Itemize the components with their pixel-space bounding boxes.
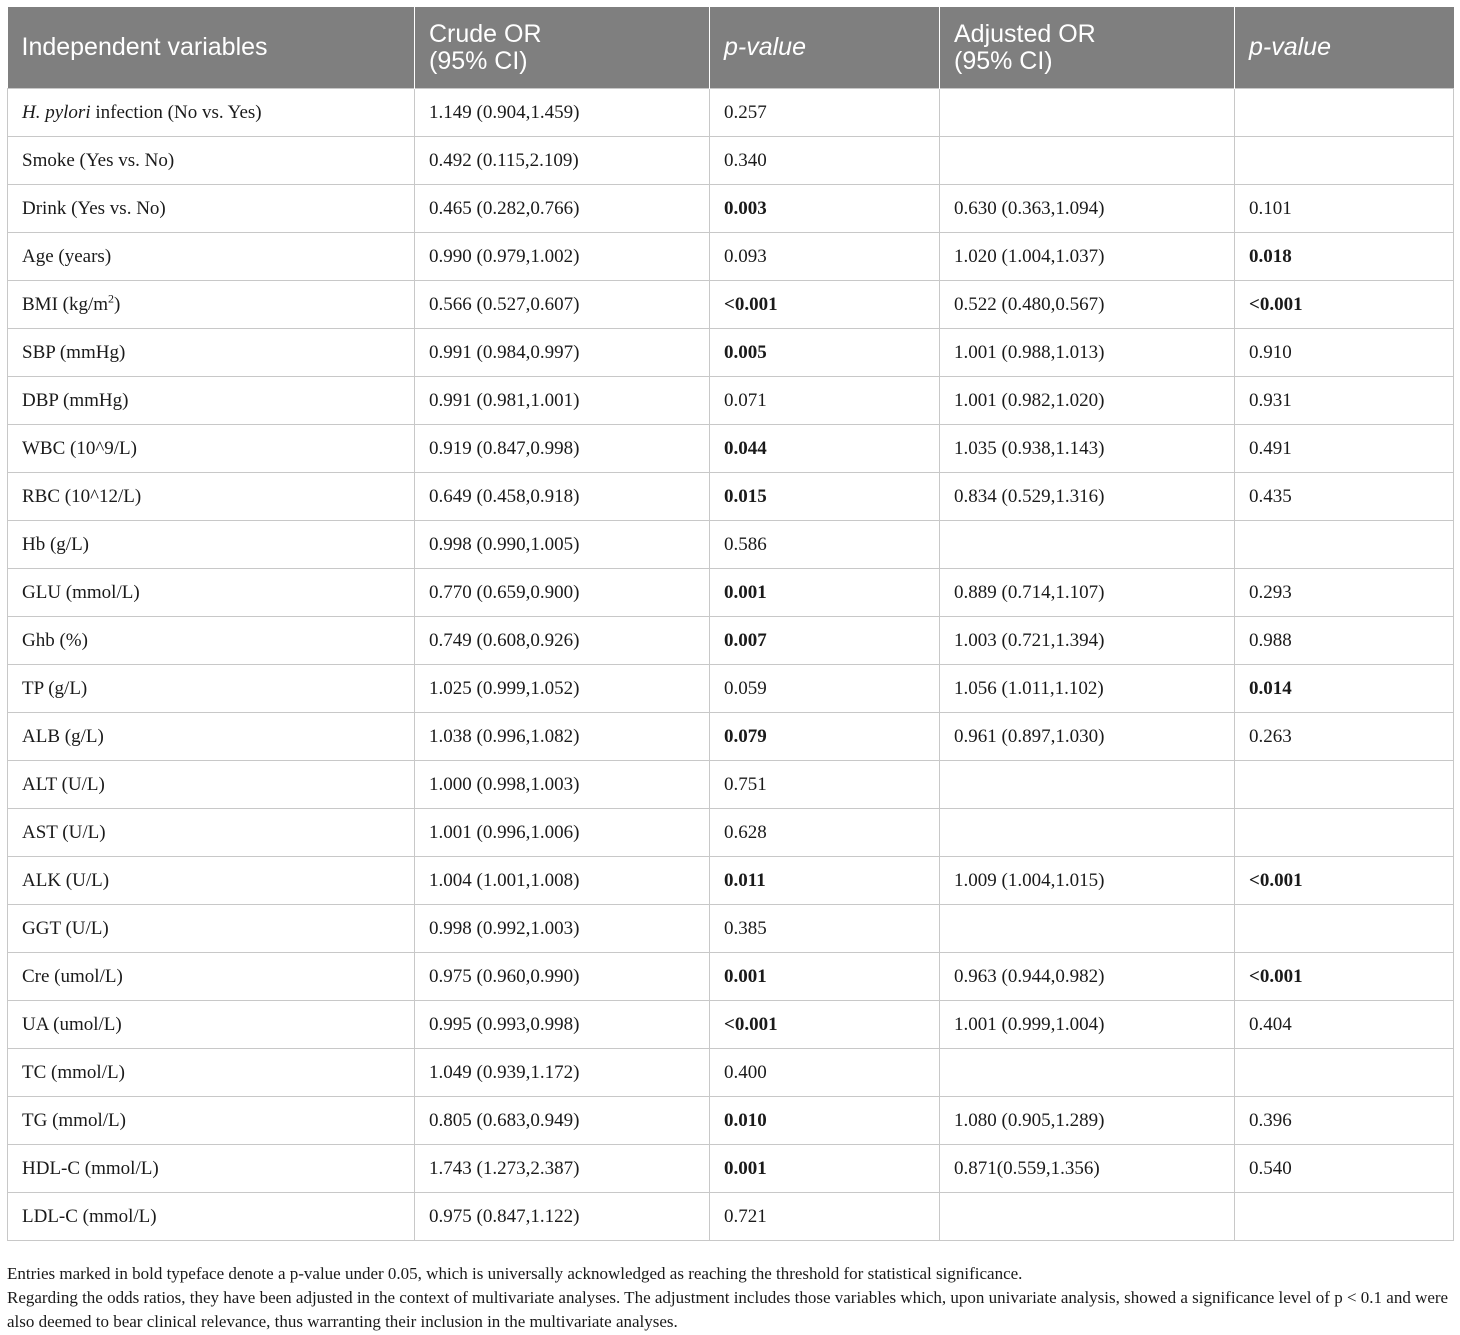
- table-body: [8, 89, 1454, 1241]
- cell-variable: [8, 761, 415, 809]
- cell-adjusted-p-value: 0.263: [1235, 713, 1454, 761]
- cell-variable: [8, 1193, 415, 1241]
- cell-adjusted-p-value: 0.396: [1235, 1097, 1454, 1145]
- cell-crude-p-value: 0.721: [710, 1193, 940, 1241]
- cell-crude-p-value: <0.001: [710, 281, 940, 329]
- odds-ratio-table: [7, 7, 1454, 1241]
- table-row: [8, 281, 1454, 329]
- cell-crude-or: 1.000 (0.998,1.003): [415, 761, 710, 809]
- variable-text: Hb (g/L): [22, 533, 90, 555]
- cell-crude-or: 0.990 (0.979,1.002): [415, 233, 710, 281]
- cell-crude-or: 1.004 (1.001,1.008): [415, 857, 710, 905]
- table-row: [8, 1193, 1454, 1241]
- cell-crude-or: 1.149 (0.904,1.459): [415, 89, 710, 137]
- footnote-significance: Entries marked in bold typeface denote a p-value under 0.05, which is universally acknowledged as reaching the threshold for statistical significance.: [7, 1264, 1023, 1283]
- header-adjusted-or: [940, 7, 1235, 89]
- cell-crude-or: 1.025 (0.999,1.052): [415, 665, 710, 713]
- variable-text: SBP (mmHg): [22, 341, 126, 363]
- cell-adjusted-or: 0.871(0.559,1.356): [940, 1145, 1235, 1193]
- cell-variable: [8, 905, 415, 953]
- cell-crude-or: 1.049 (0.939,1.172): [415, 1049, 710, 1097]
- variable-text: TG (mmol/L): [22, 1109, 126, 1131]
- cell-variable: [8, 857, 415, 905]
- cell-adjusted-or: 1.003 (0.721,1.394): [940, 617, 1235, 665]
- cell-adjusted-p-value: 0.931: [1235, 377, 1454, 425]
- variable-italic-text: H. pylori: [22, 101, 91, 123]
- cell-adjusted-p-value: [1235, 89, 1454, 137]
- cell-adjusted-p-value: 0.435: [1235, 473, 1454, 521]
- table-row: [8, 425, 1454, 473]
- cell-adjusted-p-value: <0.001: [1235, 953, 1454, 1001]
- table-row: [8, 569, 1454, 617]
- cell-variable: [8, 1001, 415, 1049]
- cell-adjusted-p-value: 0.491: [1235, 425, 1454, 473]
- cell-crude-p-value: 0.044: [710, 425, 940, 473]
- cell-variable: [8, 1145, 415, 1193]
- cell-adjusted-or: [940, 1049, 1235, 1097]
- cell-crude-or: 0.649 (0.458,0.918): [415, 473, 710, 521]
- table-row: [8, 713, 1454, 761]
- cell-adjusted-or: 1.056 (1.011,1.102): [940, 665, 1235, 713]
- variable-text: DBP (mmHg): [22, 389, 129, 411]
- cell-crude-p-value: 0.093: [710, 233, 940, 281]
- cell-crude-or: 0.566 (0.527,0.607): [415, 281, 710, 329]
- cell-variable: [8, 233, 415, 281]
- cell-adjusted-or: 1.035 (0.938,1.143): [940, 425, 1235, 473]
- cell-variable: [8, 185, 415, 233]
- variable-text: Age (years): [22, 245, 112, 267]
- cell-variable: [8, 329, 415, 377]
- cell-crude-or: 0.991 (0.984,0.997): [415, 329, 710, 377]
- cell-crude-or: 1.743 (1.273,2.387): [415, 1145, 710, 1193]
- variable-text: GGT (U/L): [22, 917, 109, 939]
- variable-text: TC (mmol/L): [22, 1061, 125, 1083]
- cell-crude-p-value: 0.340: [710, 137, 940, 185]
- cell-adjusted-p-value: 0.293: [1235, 569, 1454, 617]
- variable-text: ALB (g/L): [22, 725, 104, 747]
- cell-crude-or: 0.919 (0.847,0.998): [415, 425, 710, 473]
- table-row: [8, 473, 1454, 521]
- cell-adjusted-p-value: <0.001: [1235, 857, 1454, 905]
- cell-variable: [8, 1097, 415, 1145]
- variable-suffix: ): [114, 293, 121, 315]
- variable-text: Ghb (%): [22, 629, 88, 651]
- cell-crude-or: 0.995 (0.993,0.998): [415, 1001, 710, 1049]
- cell-adjusted-p-value: 0.101: [1235, 185, 1454, 233]
- variable-text: AST (U/L): [22, 821, 106, 843]
- header-label: p-value: [1249, 33, 1331, 61]
- cell-variable: [8, 377, 415, 425]
- cell-crude-or: 0.998 (0.990,1.005): [415, 521, 710, 569]
- cell-variable: [8, 809, 415, 857]
- cell-adjusted-p-value: 0.014: [1235, 665, 1454, 713]
- cell-crude-p-value: 0.751: [710, 761, 940, 809]
- table-row: [8, 89, 1454, 137]
- variable-superscript: 2: [108, 291, 115, 306]
- cell-adjusted-p-value: 0.910: [1235, 329, 1454, 377]
- cell-crude-p-value: 0.059: [710, 665, 940, 713]
- table-footnotes: [7, 1262, 1455, 1334]
- cell-adjusted-or: [940, 809, 1235, 857]
- cell-variable: [8, 473, 415, 521]
- cell-crude-p-value: 0.005: [710, 329, 940, 377]
- cell-crude-p-value: 0.003: [710, 185, 940, 233]
- table-row: [8, 857, 1454, 905]
- cell-adjusted-or: [940, 137, 1235, 185]
- table-row: [8, 809, 1454, 857]
- cell-adjusted-p-value: 0.540: [1235, 1145, 1454, 1193]
- table-row: [8, 665, 1454, 713]
- cell-variable: [8, 617, 415, 665]
- cell-crude-p-value: 0.079: [710, 713, 940, 761]
- table-row: [8, 1097, 1454, 1145]
- cell-crude-p-value: 0.385: [710, 905, 940, 953]
- cell-crude-or: 0.998 (0.992,1.003): [415, 905, 710, 953]
- variable-text: infection (No vs. Yes): [90, 101, 262, 123]
- cell-variable: [8, 665, 415, 713]
- cell-crude-p-value: 0.071: [710, 377, 940, 425]
- cell-adjusted-or: [940, 1193, 1235, 1241]
- table-row: [8, 521, 1454, 569]
- cell-adjusted-or: 1.009 (1.004,1.015): [940, 857, 1235, 905]
- variable-text: Drink (Yes vs. No): [22, 197, 166, 219]
- cell-crude-p-value: 0.010: [710, 1097, 940, 1145]
- cell-adjusted-or: 1.080 (0.905,1.289): [940, 1097, 1235, 1145]
- cell-crude-p-value: 0.586: [710, 521, 940, 569]
- cell-adjusted-or: 0.961 (0.897,1.030): [940, 713, 1235, 761]
- cell-crude-p-value: 0.001: [710, 953, 940, 1001]
- table-row: [8, 137, 1454, 185]
- table-row: [8, 233, 1454, 281]
- header-label: Adjusted OR (95% CI): [954, 19, 1096, 75]
- variable-text: Smoke (Yes vs. No): [22, 149, 175, 171]
- cell-crude-p-value: 0.257: [710, 89, 940, 137]
- cell-crude-p-value: 0.628: [710, 809, 940, 857]
- header-row: [8, 7, 1454, 89]
- cell-adjusted-p-value: [1235, 1193, 1454, 1241]
- cell-adjusted-or: [940, 89, 1235, 137]
- cell-variable: [8, 953, 415, 1001]
- cell-crude-or: 0.975 (0.960,0.990): [415, 953, 710, 1001]
- header-crude-or: [415, 7, 710, 89]
- variable-text: WBC (10^9/L): [22, 437, 137, 459]
- cell-crude-or: 1.001 (0.996,1.006): [415, 809, 710, 857]
- table-row: [8, 185, 1454, 233]
- cell-adjusted-or: 0.889 (0.714,1.107): [940, 569, 1235, 617]
- cell-adjusted-p-value: <0.001: [1235, 281, 1454, 329]
- cell-adjusted-p-value: [1235, 809, 1454, 857]
- variable-text: RBC (10^12/L): [22, 485, 142, 507]
- cell-adjusted-p-value: [1235, 1049, 1454, 1097]
- cell-crude-p-value: 0.001: [710, 569, 940, 617]
- cell-variable: [8, 521, 415, 569]
- cell-crude-or: 0.770 (0.659,0.900): [415, 569, 710, 617]
- cell-adjusted-or: 1.001 (0.988,1.013): [940, 329, 1235, 377]
- cell-crude-or: 0.991 (0.981,1.001): [415, 377, 710, 425]
- header-crude-p-value: [710, 7, 940, 89]
- variable-text: HDL-C (mmol/L): [22, 1157, 159, 1179]
- table-row: [8, 1145, 1454, 1193]
- table-row: [8, 953, 1454, 1001]
- cell-crude-or: 0.975 (0.847,1.122): [415, 1193, 710, 1241]
- table-row: [8, 761, 1454, 809]
- cell-variable: [8, 1049, 415, 1097]
- variable-text: Cre (umol/L): [22, 965, 123, 987]
- variable-text: BMI (kg/m: [22, 293, 109, 315]
- cell-adjusted-or: 1.001 (0.999,1.004): [940, 1001, 1235, 1049]
- variable-text: ALK (U/L): [22, 869, 110, 891]
- cell-adjusted-p-value: 0.988: [1235, 617, 1454, 665]
- cell-crude-p-value: 0.400: [710, 1049, 940, 1097]
- cell-adjusted-or: [940, 905, 1235, 953]
- cell-adjusted-or: 0.522 (0.480,0.567): [940, 281, 1235, 329]
- variable-text: GLU (mmol/L): [22, 581, 140, 603]
- variable-text: ALT (U/L): [22, 773, 105, 795]
- cell-crude-p-value: 0.011: [710, 857, 940, 905]
- table-header: [8, 7, 1454, 89]
- cell-crude-p-value: <0.001: [710, 1001, 940, 1049]
- cell-adjusted-or: 0.834 (0.529,1.316): [940, 473, 1235, 521]
- cell-adjusted-or: 1.020 (1.004,1.037): [940, 233, 1235, 281]
- cell-adjusted-or: [940, 761, 1235, 809]
- cell-adjusted-p-value: 0.404: [1235, 1001, 1454, 1049]
- header-label: Crude OR (95% CI): [429, 19, 542, 75]
- cell-crude-or: 0.492 (0.115,2.109): [415, 137, 710, 185]
- cell-crude-p-value: 0.007: [710, 617, 940, 665]
- table-row: [8, 905, 1454, 953]
- table-row: [8, 377, 1454, 425]
- cell-crude-or: 0.749 (0.608,0.926): [415, 617, 710, 665]
- header-label: p-value: [724, 33, 806, 61]
- cell-adjusted-p-value: [1235, 521, 1454, 569]
- cell-adjusted-p-value: [1235, 905, 1454, 953]
- cell-variable: [8, 281, 415, 329]
- cell-adjusted-p-value: [1235, 137, 1454, 185]
- cell-crude-or: 1.038 (0.996,1.082): [415, 713, 710, 761]
- cell-adjusted-or: 0.630 (0.363,1.094): [940, 185, 1235, 233]
- cell-crude-p-value: 0.015: [710, 473, 940, 521]
- variable-text: LDL-C (mmol/L): [22, 1205, 157, 1227]
- cell-variable: [8, 569, 415, 617]
- cell-variable: [8, 425, 415, 473]
- variable-text: UA (umol/L): [22, 1013, 122, 1035]
- footnote-adjustment: Regarding the odds ratios, they have been adjusted in the context of multivariate analyses. The adjustment includes those variables which, upon univariate analysis, showed a significance level of p < 0.1 and were also deemed to bear clinical relevance, thus warranting their inclusion in the multivariate analyses.: [7, 1288, 1449, 1331]
- cell-crude-p-value: 0.001: [710, 1145, 940, 1193]
- cell-adjusted-or: 1.001 (0.982,1.020): [940, 377, 1235, 425]
- header-label: Independent variables: [21, 33, 268, 61]
- cell-adjusted-or: 0.963 (0.944,0.982): [940, 953, 1235, 1001]
- table-row: [8, 1001, 1454, 1049]
- table-row: [8, 617, 1454, 665]
- results-table-container: [7, 7, 1453, 1241]
- variable-text: TP (g/L): [22, 677, 88, 699]
- cell-variable: [8, 137, 415, 185]
- table-row: [8, 1049, 1454, 1097]
- cell-adjusted-or: [940, 521, 1235, 569]
- cell-crude-or: 0.465 (0.282,0.766): [415, 185, 710, 233]
- cell-crude-or: 0.805 (0.683,0.949): [415, 1097, 710, 1145]
- header-independent-variables: [8, 7, 415, 89]
- cell-adjusted-p-value: 0.018: [1235, 233, 1454, 281]
- header-adjusted-p-value: [1235, 7, 1454, 89]
- cell-adjusted-p-value: [1235, 761, 1454, 809]
- cell-variable: [8, 89, 415, 137]
- table-row: [8, 329, 1454, 377]
- cell-variable: [8, 713, 415, 761]
